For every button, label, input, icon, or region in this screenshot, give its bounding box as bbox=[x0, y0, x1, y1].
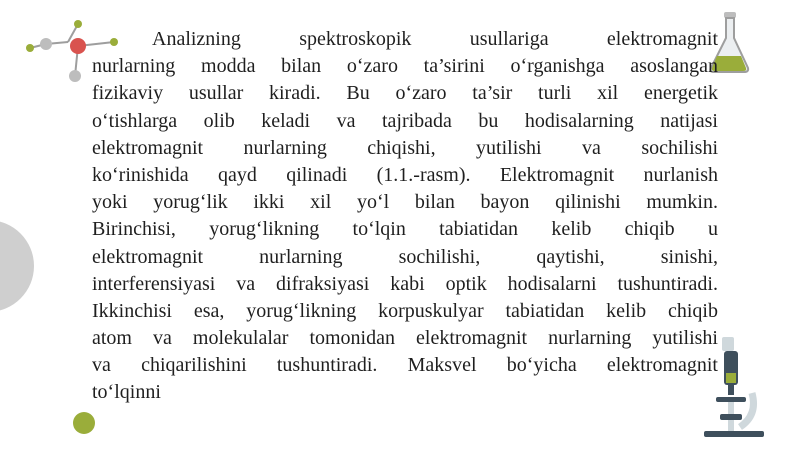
paragraph-line: ko‘rinishida qayd qilinadi (1.1.-rasm). Elektromagnit nurlanish bbox=[92, 163, 718, 186]
paragraph-line: va chiqarilishini tushuntiradi. Maksvel bo‘yicha elektromagnit bbox=[92, 354, 718, 377]
paragraph-line: Birinchisi, yorug‘likning to‘lqin tabiatidan kelib chiqib u bbox=[92, 218, 718, 241]
paragraph-line: elektromagnit nurlarning sochilishi, qaytishi, sinishi, bbox=[92, 245, 718, 268]
paragraph-line: fizikaviy usullar kiradi. Bu o‘zaro ta’sir turli xil energetik bbox=[92, 82, 718, 105]
paragraph-line: Ikkinchisi esa, yorug‘likning korpuskulyar tabiatidan kelib chiqib bbox=[92, 299, 718, 322]
paragraph-line: o‘tishlarga olib keladi va tajribada bu hodisalarning natijasi bbox=[92, 109, 718, 132]
paragraph-line: to‘lqinni bbox=[92, 381, 161, 404]
paragraph-line: yoki yorug‘lik ikki xil yo‘l bilan bayon qilinishi mumkin. bbox=[92, 191, 718, 214]
paragraph-line: atom va molekulalar tomonidan elektromagnit nurlarning yutilishi bbox=[92, 327, 718, 350]
paragraph-line: Analizning spektroskopik usullariga elektromagnit bbox=[152, 28, 718, 50]
paragraph-line: nurlarning modda bilan o‘zaro ta’sirini o‘rganishga asoslangan bbox=[92, 55, 718, 78]
grey-circle-shape bbox=[0, 220, 34, 312]
green-dot-shape bbox=[73, 412, 95, 434]
body-paragraph bbox=[92, 26, 718, 407]
paragraph-line: interferensiyasi va difraksiyasi kabi optik hodisalarni tushuntiradi. bbox=[92, 272, 718, 295]
paragraph-line: elektromagnit nurlarning chiqishi, yutilishi va sochilishi bbox=[92, 136, 718, 159]
